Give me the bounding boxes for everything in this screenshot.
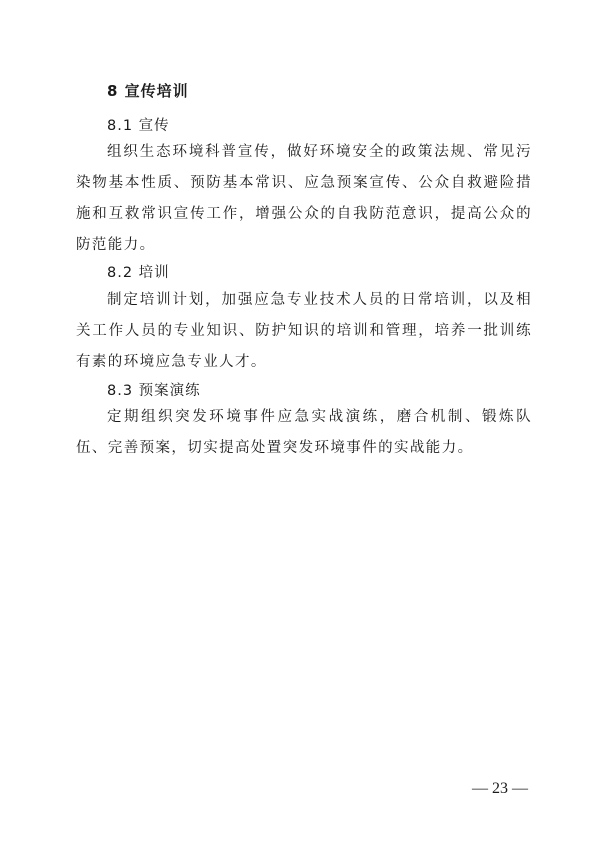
paragraph-training: 制定培训计划，加强应急专业技术人员的日常培训，以及相关工作人员的专业知识、防护知识的培训和管理，培养一批训练有素的环境应急专业人才。 [76,292,532,370]
section-heading: 8 宣传培训 [107,82,189,100]
paragraph-drill: 定期组织突发环境事件应急实战演练，磨合机制、锻炼队伍、完善预案，切实提高处置突发环境事件的实战能力。 [76,409,532,456]
subsection-title-publicity: 8.1 宣传 [107,118,170,134]
subsection-title-training: 8.2 培训 [107,265,170,281]
subsection-title-drill: 8.3 预案演练 [107,383,201,399]
page-number: — 23 — [472,780,528,797]
paragraph-publicity: 组织生态环境科普宣传，做好环境安全的政策法规、常见污染物基本性质、预防基本常识、应急预案宣传、公众自救避险措施和互救常识宣传工作，增强公众的自我防范意识，提高公众的防范能力。 [76,144,532,253]
